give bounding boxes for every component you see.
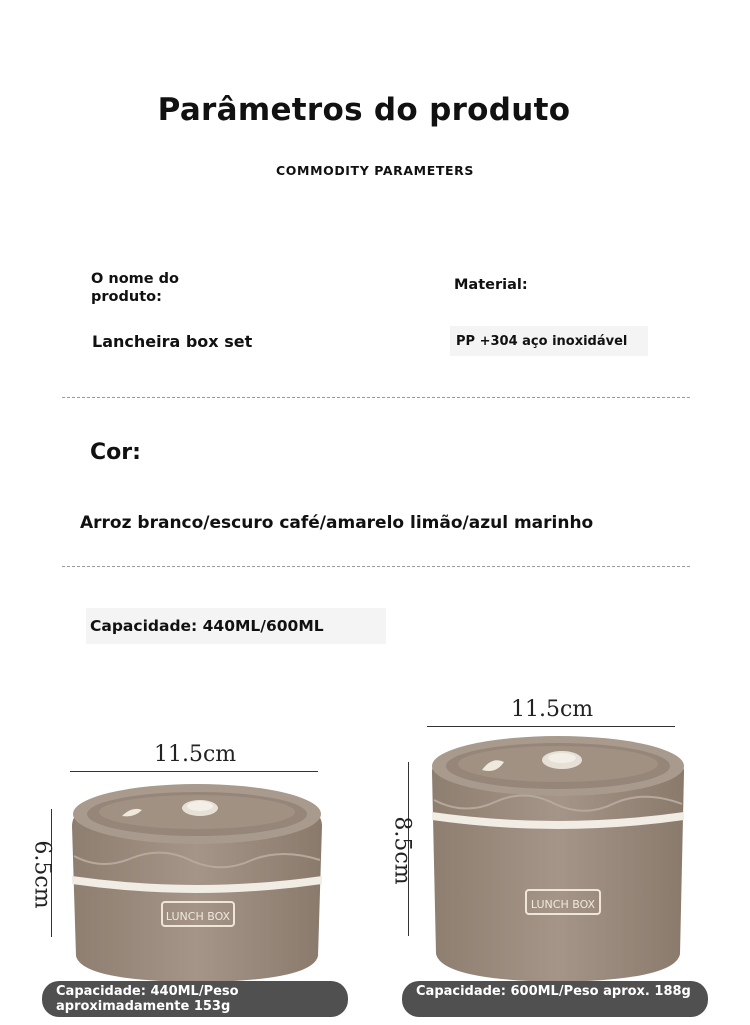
large-width-line [427,726,675,727]
small-caption: Capacidade: 440ML/Peso aproximadamente 153g [42,981,348,1017]
large-lunchbox-image [420,730,695,990]
large-height-label: 8.5cm [389,816,415,885]
large-box-text: LUNCH BOX [530,898,596,911]
color-value: Arroz branco/escuro café/amarelo limão/azul marinho [80,513,594,533]
small-width-label: 11.5cm [154,742,237,767]
large-width-label: 11.5cm [511,697,594,722]
material-label: Material: [454,277,528,293]
divider [62,397,690,398]
page-subtitle: COMMODITY PARAMETERS [276,163,474,178]
page-title: Parâmetros do produto [157,92,571,128]
small-box-text: LUNCH BOX [165,910,231,923]
small-height-label: 6.5cm [29,840,55,909]
product-name-value: Lancheira box set [92,332,253,351]
material-value: PP +304 aço inoxidável [456,334,628,349]
small-lunchbox-image [62,776,332,988]
divider [62,566,690,567]
capacity-value: Capacidade: 440ML/600ML [90,617,324,635]
large-caption: Capacidade: 600ML/Peso aprox. 188g [402,981,708,1017]
small-width-line [70,771,318,772]
product-name-label: O nome do produto: [91,271,179,305]
color-label: Cor: [90,440,141,465]
